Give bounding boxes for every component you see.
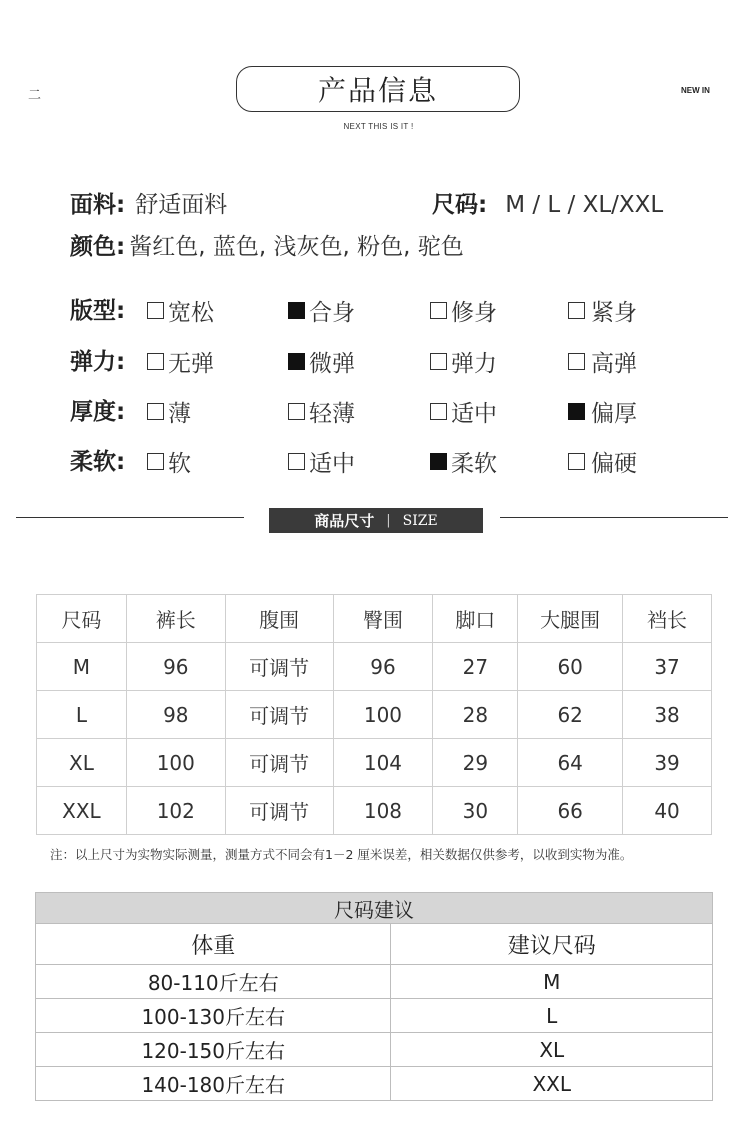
attr-label-softness: 柔软: [70,449,126,475]
table-cell: 98 [126,691,225,739]
option[interactable] [288,345,355,378]
checkbox-icon [288,453,305,470]
option[interactable] [430,294,497,327]
checkbox-icon [147,302,164,319]
table-header-cell: 体重 [36,924,391,965]
table-header-cell: 裆长 [623,595,712,643]
option[interactable] [288,294,355,327]
option[interactable] [568,445,637,478]
color-row [70,228,464,261]
checkbox-icon [430,302,447,319]
page-title: 产品信息 [236,66,520,112]
color-label: 颜色: [70,234,126,260]
checkbox-icon [568,453,585,470]
table-row [37,691,712,739]
checkbox-icon [430,353,447,370]
size-table [36,594,712,835]
option-label: 适中 [309,451,355,477]
table-cell: 104 [333,739,433,787]
table-cell: 40 [623,787,712,835]
option-label: 轻薄 [309,401,355,427]
table-cell: 28 [433,691,518,739]
option[interactable] [430,445,497,478]
table-cell: 可调节 [225,691,333,739]
table-header-cell: 腹围 [225,595,333,643]
table-row [36,1033,713,1067]
option-label: 合身 [309,300,355,326]
table-header-cell: 臀围 [333,595,433,643]
table-cell: XXL [37,787,127,835]
table-cell: 30 [433,787,518,835]
checkbox-checked-icon [288,353,305,370]
color-value: 酱红色, 蓝色, 浅灰色, 粉色, 驼色 [129,234,464,260]
table-row [36,1067,713,1101]
table-cell: 100-130斤左右 [36,999,391,1033]
table-cell: 102 [126,787,225,835]
option-label: 紧身 [591,300,637,326]
checkbox-icon [288,403,305,420]
checkbox-icon [147,453,164,470]
table-cell: 108 [333,787,433,835]
attr-label-thickness: 厚度: [70,399,126,425]
size-value: M / L / XL/XXL [505,192,664,218]
option[interactable] [147,395,191,428]
fabric-value: 舒适面料 [135,192,228,218]
table-cell: 100 [333,691,433,739]
option-label: 无弹 [168,351,214,377]
table-cell: 62 [518,691,623,739]
option-label: 弹力 [451,351,497,377]
option-label: 偏硬 [591,451,637,477]
option-label: 偏厚 [591,401,637,427]
option[interactable] [430,345,497,378]
option[interactable] [147,294,214,327]
option[interactable] [430,395,497,428]
table-header-cell: 建议尺码 [391,924,713,965]
fabric-label: 面料: [70,192,126,218]
option[interactable] [147,345,214,378]
table-header-cell: 尺码 [37,595,127,643]
table-cell: 100 [126,739,225,787]
table-cell: 140-180斤左右 [36,1067,391,1101]
size-row [432,186,663,219]
new-in-tag: NEW IN [681,86,710,95]
recommendation-title-row [36,893,713,924]
checkbox-checked-icon [288,302,305,319]
option[interactable] [568,395,637,428]
table-cell: 64 [518,739,623,787]
fabric-row [70,186,227,219]
banner-title-en: SIZE [402,512,438,529]
table-row [36,965,713,999]
table-header-row [37,595,712,643]
page-subtitle: NEXT THIS IS IT ! [343,122,414,131]
option-label: 宽松 [168,300,214,326]
menu-icon[interactable]: 二 [28,88,43,103]
table-cell: 38 [623,691,712,739]
option-label: 微弹 [309,351,355,377]
option[interactable] [288,445,355,478]
checkbox-icon [147,353,164,370]
table-row [36,999,713,1033]
table-cell: M [391,965,713,999]
option[interactable] [147,445,191,478]
measurement-note: 注：以上尺寸为实物实际测量，测量方式不同会有1－2 厘米误差，相关数据仅供参考，以收到实物为准。 [50,847,633,862]
table-cell: 可调节 [225,787,333,835]
table-cell: 29 [433,739,518,787]
option-label: 软 [168,451,191,477]
option-label: 修身 [451,300,497,326]
table-cell: 80-110斤左右 [36,965,391,999]
checkbox-icon [568,353,585,370]
option-label: 高弹 [591,351,637,377]
option-label: 薄 [168,401,191,427]
attr-label-elasticity: 弹力: [70,349,126,375]
table-cell: M [37,643,127,691]
table-cell: L [391,999,713,1033]
banner-title-cn: 商品尺寸 [314,512,375,530]
option[interactable] [568,294,637,327]
table-cell: 39 [623,739,712,787]
table-cell: XL [37,739,127,787]
checkbox-icon [147,403,164,420]
size-section-banner [269,508,483,533]
table-row [37,643,712,691]
table-cell: 可调节 [225,643,333,691]
attr-label-fit: 版型: [70,298,126,324]
table-cell: XL [391,1033,713,1067]
option-label: 柔软 [451,451,497,477]
table-cell: 27 [433,643,518,691]
option[interactable] [288,395,355,428]
table-cell: 可调节 [225,739,333,787]
table-cell: 96 [126,643,225,691]
checkbox-checked-icon [568,403,585,420]
size-recommendation-table [35,892,713,1101]
checkbox-checked-icon [430,453,447,470]
table-cell: 37 [623,643,712,691]
size-label: 尺码: [432,192,488,218]
table-cell: 66 [518,787,623,835]
table-cell: L [37,691,127,739]
table-cell: XXL [391,1067,713,1101]
option[interactable] [568,345,637,378]
table-cell: 120-150斤左右 [36,1033,391,1067]
option-label: 适中 [451,401,497,427]
table-header-cell: 脚口 [433,595,518,643]
table-cell: 60 [518,643,623,691]
recommendation-title: 尺码建议 [36,893,713,924]
table-row [37,739,712,787]
table-row [37,787,712,835]
banner-separator: | [386,513,391,528]
table-header-cell: 大腿围 [518,595,623,643]
divider-right [500,517,728,518]
divider-left [16,517,244,518]
checkbox-icon [568,302,585,319]
checkbox-icon [430,403,447,420]
table-header-cell: 裤长 [126,595,225,643]
table-cell: 96 [333,643,433,691]
table-header-row [36,924,713,965]
